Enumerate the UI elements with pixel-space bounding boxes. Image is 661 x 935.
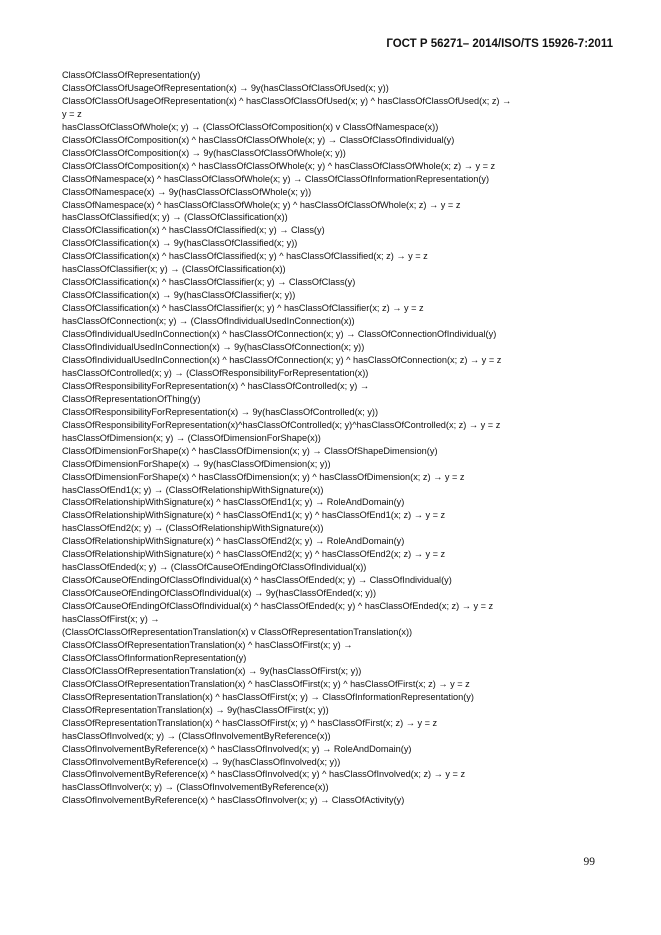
formula-line: ClassOfClassOfComposition(x) ^ hasClassOfClassOfWhole(x; y) ^ hasClassOfClassOfWhole(x; z) → y = z [62,160,496,171]
formula-line: ClassOfDimensionForShape(x) ^ hasClassOfDimension(x; y) → ClassOfShapeDimension(y) [62,445,438,456]
formula-line: ClassOfDimensionForShape(x) → 9y(hasClassOfDimension(x; y)) [62,458,331,469]
formula-line: hasClassOfInvolver(x; y) → (ClassOfInvolvementByReference(x)) [62,782,329,793]
formula-line: ClassOfInvolvementByReference(x) → 9y(hasClassOfInvolved(x; y)) [62,756,341,767]
formula-line: hasClassOfConnection(x; y) → (ClassOfIndividualUsedInConnection(x)) [62,316,355,327]
formula-line: hasClassOfControlled(x; y) → (ClassOfResponsibilityForRepresentation(x)) [62,367,369,378]
formula-line: hasClassOfInvolved(x; y) → (ClassOfInvolvementByReference(x)) [62,730,331,741]
formula-line: ClassOfClassOfComposition(x) ^ hasClassOfClassOfWhole(x; y) → ClassOfClassOfIndividual(y) [62,134,455,145]
formula-line: hasClassOfFirst(x; y) → [62,614,160,625]
formula-line: ClassOfInvolvementByReference(x) ^ hasClassOfInvolved(x; y) ^ hasClassOfInvolved(x; z) → y = z [62,769,466,780]
page-number: 99 [583,856,595,868]
formula-block [62,69,622,807]
formula-line: ClassOfIndividualUsedInConnection(x) → 9y(hasClassOfConnection(x; y)) [62,342,365,353]
formula-line: ClassOfClassOfUsageOfRepresentation(x) ^ hasClassOfClassOfUsed(x; y) ^ hasClassOfClassOfUsed(x; z) → [62,95,512,106]
formula-line: ClassOfResponsibilityForRepresentation(x) ^ hasClassOfControlled(x; y) → [62,380,370,391]
formula-line: ClassOfClassification(x) ^ hasClassOfClassifier(x; y) ^ hasClassOfClassifier(x; z) → y = z [62,303,424,314]
formula-line: ClassOfClassOfRepresentationTranslation(x) ^ hasClassOfFirst(x; y) → [62,639,353,650]
formula-line: ClassOfRepresentationOfThing(y) [62,393,201,404]
formula-line: ClassOfClassOfRepresentationTranslation(x) ^ hasClassOfFirst(x; y) ^ hasClassOfFirst(x; z) → y = z [62,678,470,689]
formula-line: ClassOfRepresentationTranslation(x) ^ hasClassOfFirst(x; y) → ClassOfInformationRepresentation(y) [62,691,474,702]
formula-line: ClassOfClassification(x) → 9y(hasClassOfClassified(x; y)) [62,238,298,249]
formula-line: ClassOfDimensionForShape(x) ^ hasClassOfDimension(x; y) ^ hasClassOfDimension(x; z) → y = z [62,471,465,482]
formula-line: ClassOfIndividualUsedInConnection(x) ^ hasClassOfConnection(x; y) → ClassOfConnectionOfIndividual(y) [62,329,497,340]
formula-line: ClassOfResponsibilityForRepresentation(x) → 9y(hasClassOfControlled(x; y)) [62,406,379,417]
formula-line: hasClassOfEnded(x; y) → (ClassOfCauseOfEndingOfClassOfIndividual(x)) [62,562,367,573]
formula-line: ClassOfRepresentationTranslation(x) → 9y(hasClassOfFirst(x; y)) [62,704,329,715]
formula-line: ClassOfClassification(x) → 9y(hasClassOfClassifier(x; y)) [62,290,296,301]
formula-line: (ClassOfClassOfRepresentationTranslation(x) v ClassOfRepresentationTranslation(x)) [62,626,413,637]
formula-line: ClassOfRelationshipWithSignature(x) ^ hasClassOfEnd1(x; y) ^ hasClassOfEnd1(x; z) → y = z [62,510,446,521]
formula-line: ClassOfClassification(x) ^ hasClassOfClassifier(x; y) → ClassOfClass(y) [62,277,356,288]
formula-line: ClassOfCauseOfEndingOfClassOfIndividual(x) ^ hasClassOfEnded(x; y) ^ hasClassOfEnded(x; z) → y = z [62,601,494,612]
formula-line: ClassOfClassOfUsageOfRepresentation(x) → 9y(hasClassOfClassOfUsed(x; y)) [62,82,389,93]
formula-line: hasClassOfClassified(x; y) → (ClassOfClassification(x)) [62,212,288,223]
formula-line: ClassOfIndividualUsedInConnection(x) ^ hasClassOfConnection(x; y) ^ hasClassOfConnection(x; z) → y = z [62,354,502,365]
formula-line: hasClassOfEnd2(x; y) → (ClassOfRelationshipWithSignature(x)) [62,523,324,534]
formula-line: ClassOfNamespace(x) ^ hasClassOfClassOfWhole(x; y) → ClassOfClassOfInformationRepresentation(y) [62,173,490,184]
formula-line: ClassOfClassOfRepresentation(y) [62,70,201,80]
formula-line: ClassOfClassOfRepresentationTranslation(x) → 9y(hasClassOfFirst(x; y)) [62,665,362,676]
formula-line: ClassOfCauseOfEndingOfClassOfIndividual(x) → 9y(hasClassOfEnded(x; y)) [62,588,377,599]
formula-line: ClassOfRepresentationTranslation(x) ^ hasClassOfFirst(x; y) ^ hasClassOfFirst(x; z) → y = z [62,717,438,728]
formula-line: y = z [62,108,82,119]
formula-line: ClassOfClassification(x) ^ hasClassOfClassified(x; y) ^ hasClassOfClassified(x; z) → y = z [62,251,428,262]
formula-line: hasClassOfClassOfWhole(x; y) → (ClassOfClassOfComposition(x) v ClassOfNamespace(x)) [62,121,439,132]
formula-line: ClassOfCauseOfEndingOfClassOfIndividual(x) ^ hasClassOfEnded(x; y) → ClassOfIndividual(y) [62,575,452,586]
formula-line: ClassOfNamespace(x) ^ hasClassOfClassOfWhole(x; y) ^ hasClassOfClassOfWhole(x; z) → y = z [62,199,461,210]
formula-line: ClassOfNamespace(x) → 9y(hasClassOfClassOfWhole(x; y)) [62,186,312,197]
formula-line: ClassOfClassOfComposition(x) → 9y(hasClassOfClassOfWhole(x; y)) [62,147,346,158]
formula-line: ClassOfInvolvementByReference(x) ^ hasClassOfInvolver(x; y) → ClassOfActivity(y) [62,795,405,806]
formula-line: hasClassOfDimension(x; y) → (ClassOfDimensionForShape(x)) [62,432,321,443]
page-header: ГОСТ Р 56271– 2014/ISO/TS 15926-7:2011 [386,38,613,50]
formula-line: ClassOfClassOfInformationRepresentation(y) [62,652,247,663]
formula-line: ClassOfRelationshipWithSignature(x) ^ hasClassOfEnd2(x; y) → RoleAndDomain(y) [62,536,405,547]
formula-line: ClassOfClassification(x) ^ hasClassOfClassified(x; y) → Class(y) [62,225,325,236]
formula-line: ClassOfRelationshipWithSignature(x) ^ hasClassOfEnd1(x; y) → RoleAndDomain(y) [62,497,405,508]
formula-line: ClassOfResponsibilityForRepresentation(x)^hasClassOfControlled(x; y)^hasClassOfControlled(x; z) → y = z [62,419,501,430]
formula-line: hasClassOfEnd1(x; y) → (ClassOfRelationshipWithSignature(x)) [62,484,324,495]
formula-line: ClassOfRelationshipWithSignature(x) ^ hasClassOfEnd2(x; y) ^ hasClassOfEnd2(x; z) → y = z [62,549,446,560]
formula-line: ClassOfInvolvementByReference(x) ^ hasClassOfInvolved(x; y) → RoleAndDomain(y) [62,743,412,754]
formula-line: hasClassOfClassifier(x; y) → (ClassOfClassification(x)) [62,264,286,275]
